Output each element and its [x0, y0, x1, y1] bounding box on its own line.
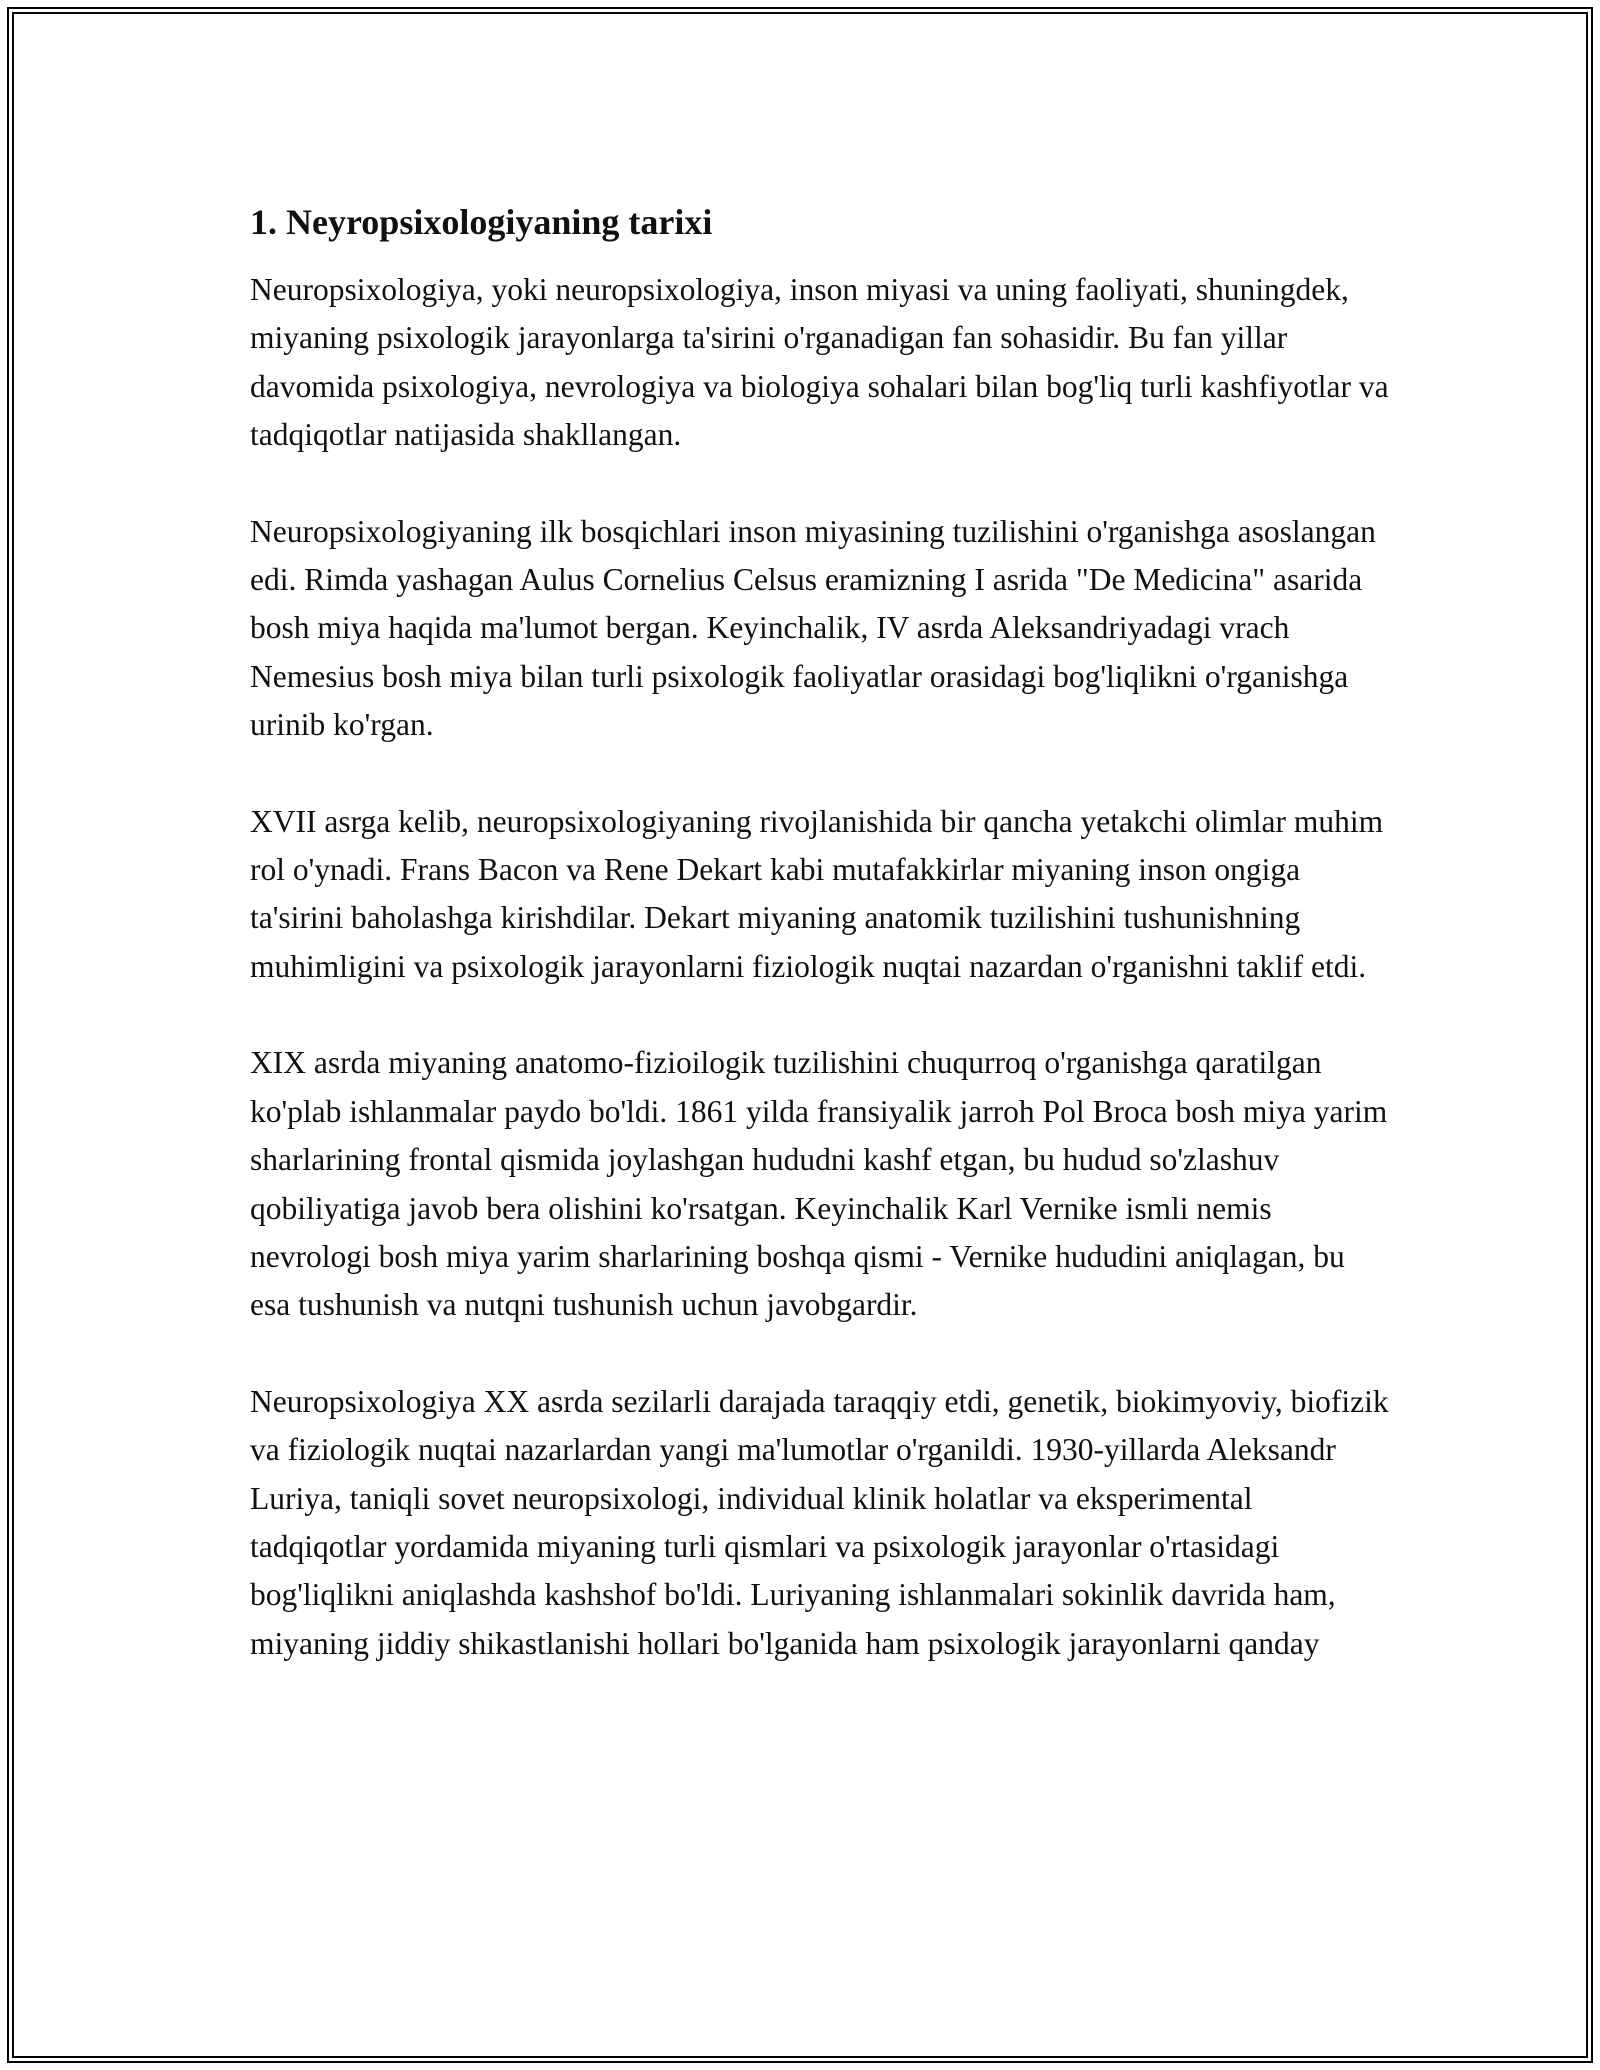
paragraph-3: XVII asrga kelib, neuropsixologiyaning rivojlanishida bir qancha yetakchi olimlar muhim rol o'ynadi. Frans Bacon va Rene Dekart kabi mutafakkirlar miyaning inson ongiga ta'sirini baholashga kirishdilar. Dekart miyaning anatomik tuzilishini tushunishning muhimligini va psixologik jarayonlarni fiziologik nuqtai nazardan o'rganishni taklif etdi.	[250, 803, 1384, 984]
paragraph-1: Neuropsixologiya, yoki neuropsixologiya, inson miyasi va uning faoliyati, shuningdek, miyaning psixologik jarayonlarga ta'sirini o'rganadigan fan sohasidir. Bu fan yillar davomida psixologiya, nevrologiya va biologiya sohalari bilan bog'liq turli kashfiyotlar va tadqiqotlar natijasida shakllangan.	[250, 272, 1389, 453]
document-body	[250, 198, 1390, 1716]
paragraph-2: Neuropsixologiyaning ilk bosqichlari inson miyasining tuzilishini o'rganishga asoslangan edi. Rimda yashagan Aulus Cornelius Celsus eramizning I asrida "De Medicina" asarida bosh miya haqida ma'lumot bergan. Keyinchalik, IV asrda Aleksandriyadagi vrach Nemesius bosh miya bilan turli psixologik faoliyatlar orasidagi bog'liqlikni o'rganishga urinib ko'rgan.	[250, 513, 1376, 743]
section-heading: 1. Neyropsixologiyaning tarixi	[250, 202, 713, 242]
paragraph-4: XIX asrda miyaning anatomo-fizioilogik tuzilishini chuqurroq o'rganishga qaratilgan ko'plab ishlanmalar paydo bo'ldi. 1861 yilda fransiyalik jarroh Pol Broca bosh miya yarim sharlarining frontal qismida joylashgan hududni kashf etgan, bu hudud so'zlashuv qobiliyatiga javob bera olishini ko'rsatgan. Keyinchalik Karl Vernike ismli nemis nevrologi bosh miya yarim sharlarining boshqa qismi - Vernike hududini aniqlagan, bu esa tushunish va nutqni tushunish uchun javobgardir.	[250, 1045, 1388, 1323]
paragraph-5: Neuropsixologiya XX asrda sezilarli darajada taraqqiy etdi, genetik, biokimyoviy, biofizik va fiziologik nuqtai nazarlardan yangi ma'lumotlar o'rganildi. 1930-yillarda Aleksandr Luriya, taniqli sovet neuropsixologi, individual klinik holatlar va eksperimental tadqiqotlar yordamida miyaning turli qismlari va psixologik jarayonlar o'rtasidagi bog'liqlikni aniqlashda kashshof bo'ldi. Luriyaning ishlanmalari sokinlik davrida ham, miyaning jiddiy shikastlanishi hollari bo'lganida ham psixologik jarayonlarni qanday	[250, 1383, 1389, 1661]
page-border	[7, 7, 1593, 2063]
